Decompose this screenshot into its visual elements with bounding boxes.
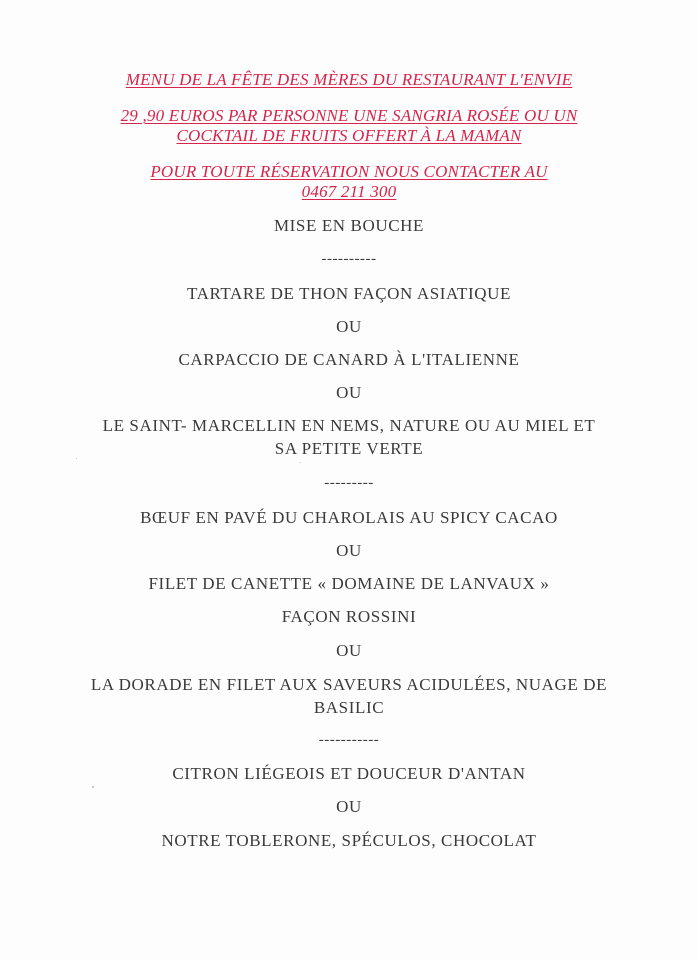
scan-speck — [300, 462, 301, 463]
price-offer-line-1: 29 ,90 EUROS PAR PERSONNE UNE SANGRIA ROSÉE OU UN — [120, 106, 578, 125]
ou-3: OU — [336, 541, 362, 560]
scan-speck — [76, 458, 77, 459]
separator-3: ----------- — [318, 732, 380, 748]
ou-5: OU — [336, 797, 362, 816]
plat-2-line-1: FILET DE CANETTE « DOMAINE DE LANVAUX » — [148, 574, 550, 593]
separator-1: ---------- — [321, 251, 377, 267]
ou-4: OU — [336, 641, 362, 660]
plat-1: BŒUF EN PAVÉ DU CHAROLAIS AU SPICY CACAO — [140, 508, 558, 527]
plat-2-line-2: FAÇON ROSSINI — [281, 607, 417, 626]
mise-en-bouche: MISE EN BOUCHE — [273, 216, 425, 235]
plat-3-line-1: LA DORADE EN FILET AUX SAVEURS ACIDULÉES, NUAGE DE — [90, 675, 608, 694]
separator-2: --------- — [324, 475, 374, 491]
entree-3-line-2: SA PETITE VERTE — [274, 439, 424, 458]
plat-3-line-2: BASILIC — [313, 698, 385, 717]
entree-3-line-1: LE SAINT- MARCELLIN EN NEMS, NATURE OU AU MIEL ET — [102, 416, 596, 435]
dessert-2: NOTRE TOBLERONE, SPÉCULOS, CHOCOLAT — [161, 831, 537, 850]
entree-2: CARPACCIO DE CANARD À L'ITALIENNE — [178, 350, 520, 369]
phone-number: 0467 211 300 — [301, 182, 397, 201]
scan-speck — [92, 786, 94, 788]
ou-2: OU — [336, 383, 362, 402]
menu-title: MENU DE LA FÊTE DES MÈRES DU RESTAURANT L'ENVIE — [125, 70, 573, 89]
price-offer-line-2: COCKTAIL DE FRUITS OFFERT À LA MAMAN — [176, 126, 522, 145]
dessert-1: CITRON LIÉGEOIS ET DOUCEUR D'ANTAN — [172, 764, 526, 783]
reservation-line: POUR TOUTE RÉSERVATION NOUS CONTACTER AU — [150, 162, 548, 181]
ou-1: OU — [336, 317, 362, 336]
entree-1: TARTARE DE THON FAÇON ASIATIQUE — [186, 284, 511, 303]
